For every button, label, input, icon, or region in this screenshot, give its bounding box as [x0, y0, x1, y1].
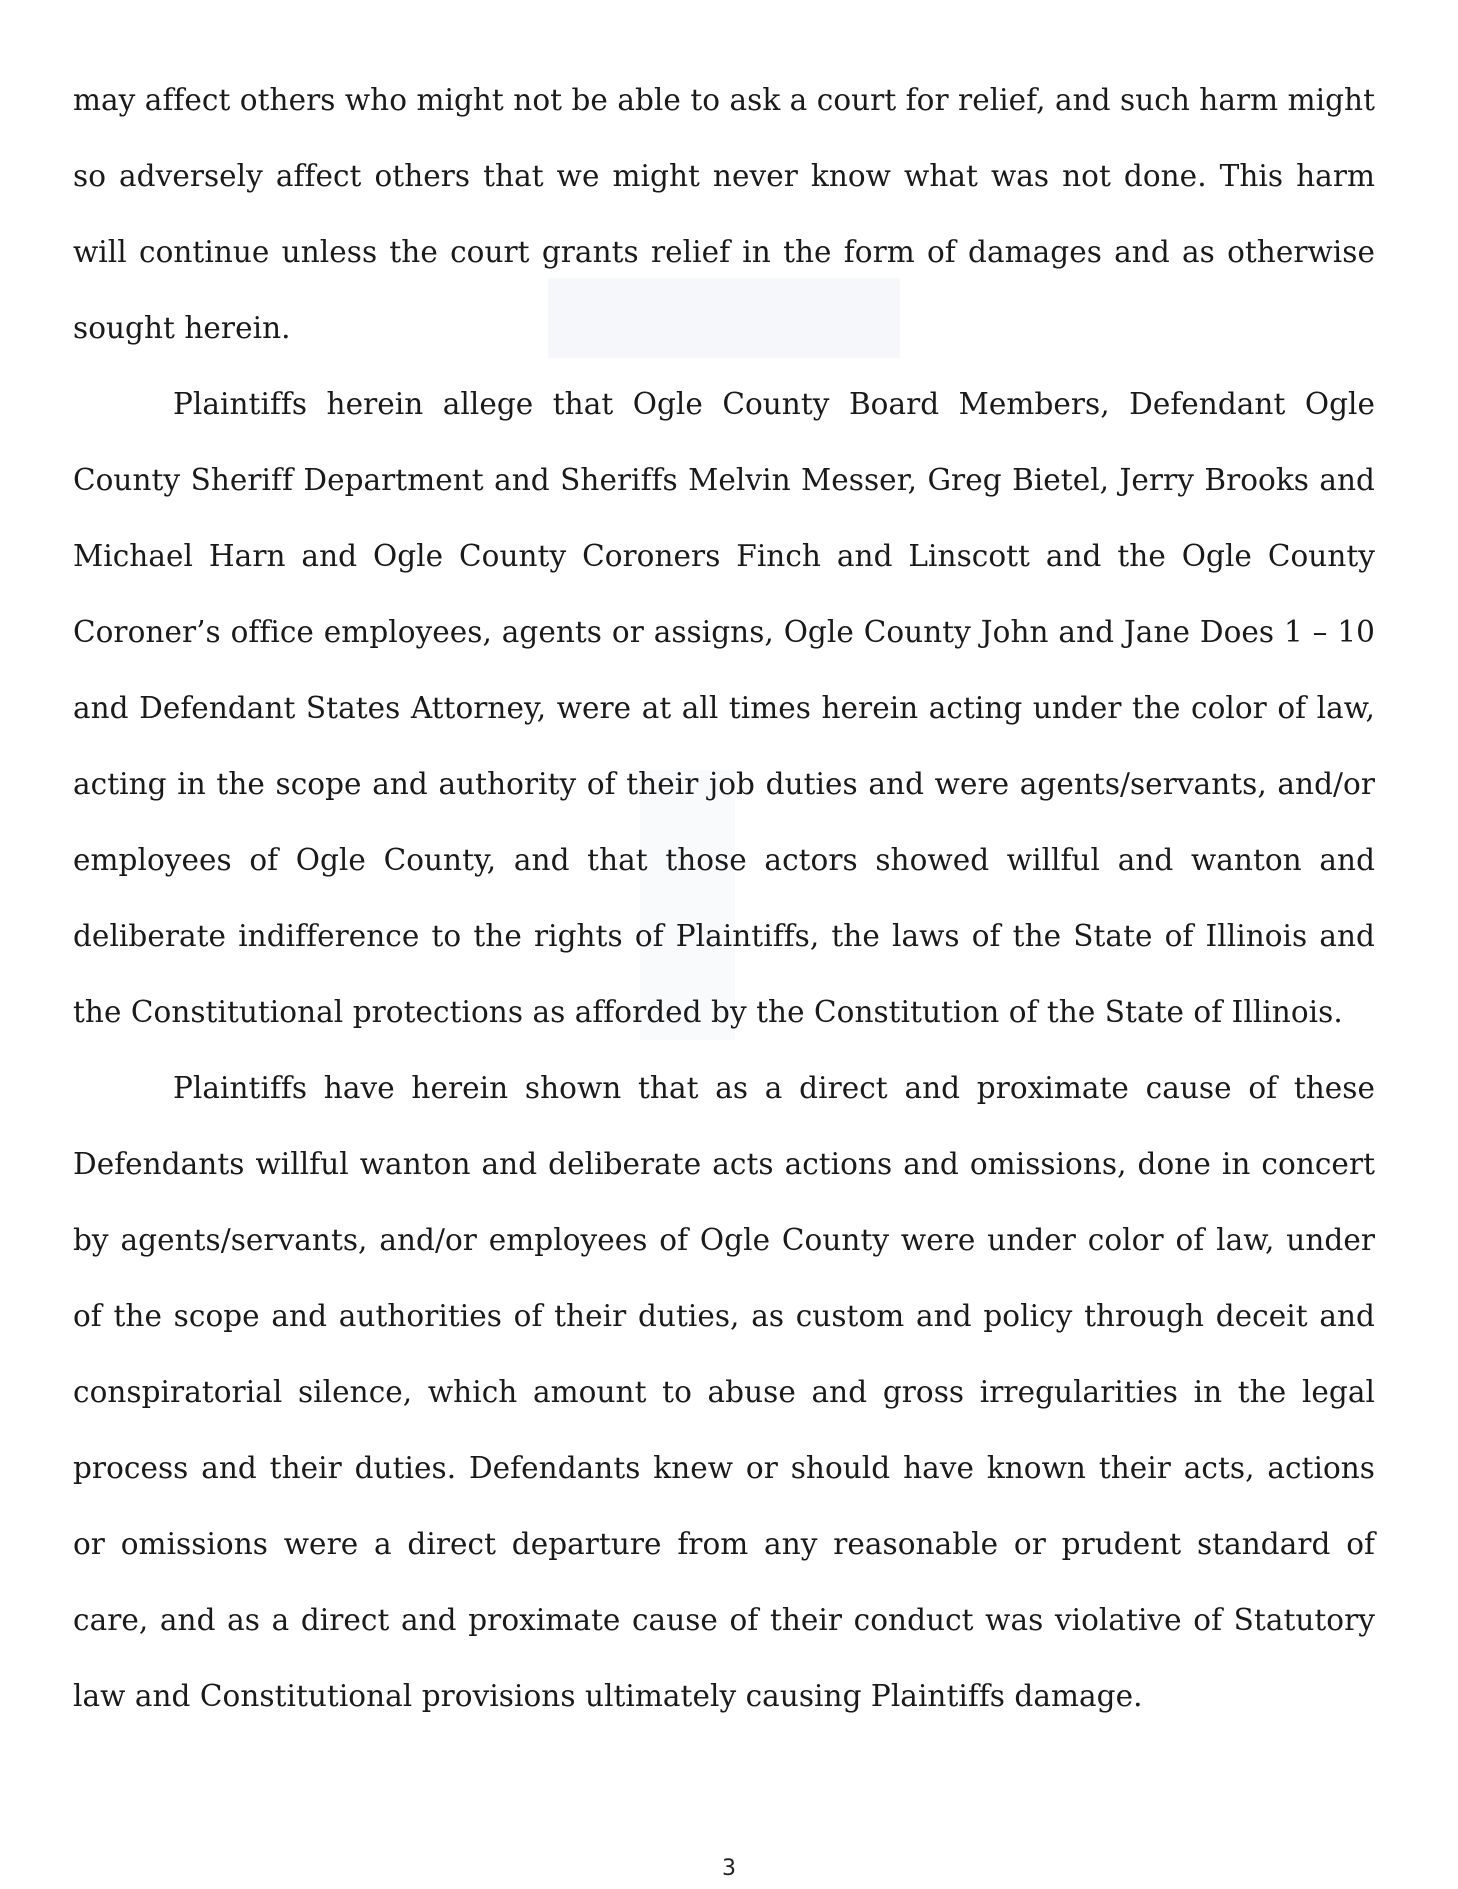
paragraph-causation: Plaintiffs have herein shown that as a direct and proximate cause of these Defendants willful wanton and deliberate acts actions and omissions, done in concert by agents/servants, and/or employees of Ogle County were under color of law, under of the scope and authorities of their duties, as custom and policy through deceit and conspiratorial silence, which amount to abuse and gross irregularities in the legal process and their duties. Defendants knew or should have known their acts, actions or omissions were a direct departure from any reasonable or prudent standard of care, and as a direct and proximate cause of their conduct was violative of Statutory law and Constitutional provisions ultimately causing Plaintiffs damage.	[73, 1071, 1375, 1713]
page-number: 3	[722, 1856, 736, 1881]
paragraph-continuation: may affect others who might not be able to ask a court for relief, and such harm might so adversely affect others that we might never know what was not done. This harm will continue unless the court grants relief in the form of damages and as otherwise sought herein.	[73, 83, 1375, 345]
paragraph-allegation: Plaintiffs herein allege that Ogle County Board Members, Defendant Ogle County Sheriff Department and Sheriffs Melvin Messer, Greg Bietel, Jerry Brooks and Michael Harn and Ogle County Coroners Finch and Linscott and the Ogle County Coroner’s office employees, agents or assigns, Ogle County John and Jane Does 1 – 10 and Defendant States Attorney, were at all times herein acting under the color of law, acting in the scope and authority of their job duties and were agents/servants, and/or employees of Ogle County, and that those actors showed willful and wanton and deliberate indifference to the rights of Plaintiffs, the laws of the State of Illinois and the Constitutional protections as afforded by the Constitution of the State of Illinois.	[73, 387, 1375, 1029]
document-body	[73, 62, 1375, 1734]
